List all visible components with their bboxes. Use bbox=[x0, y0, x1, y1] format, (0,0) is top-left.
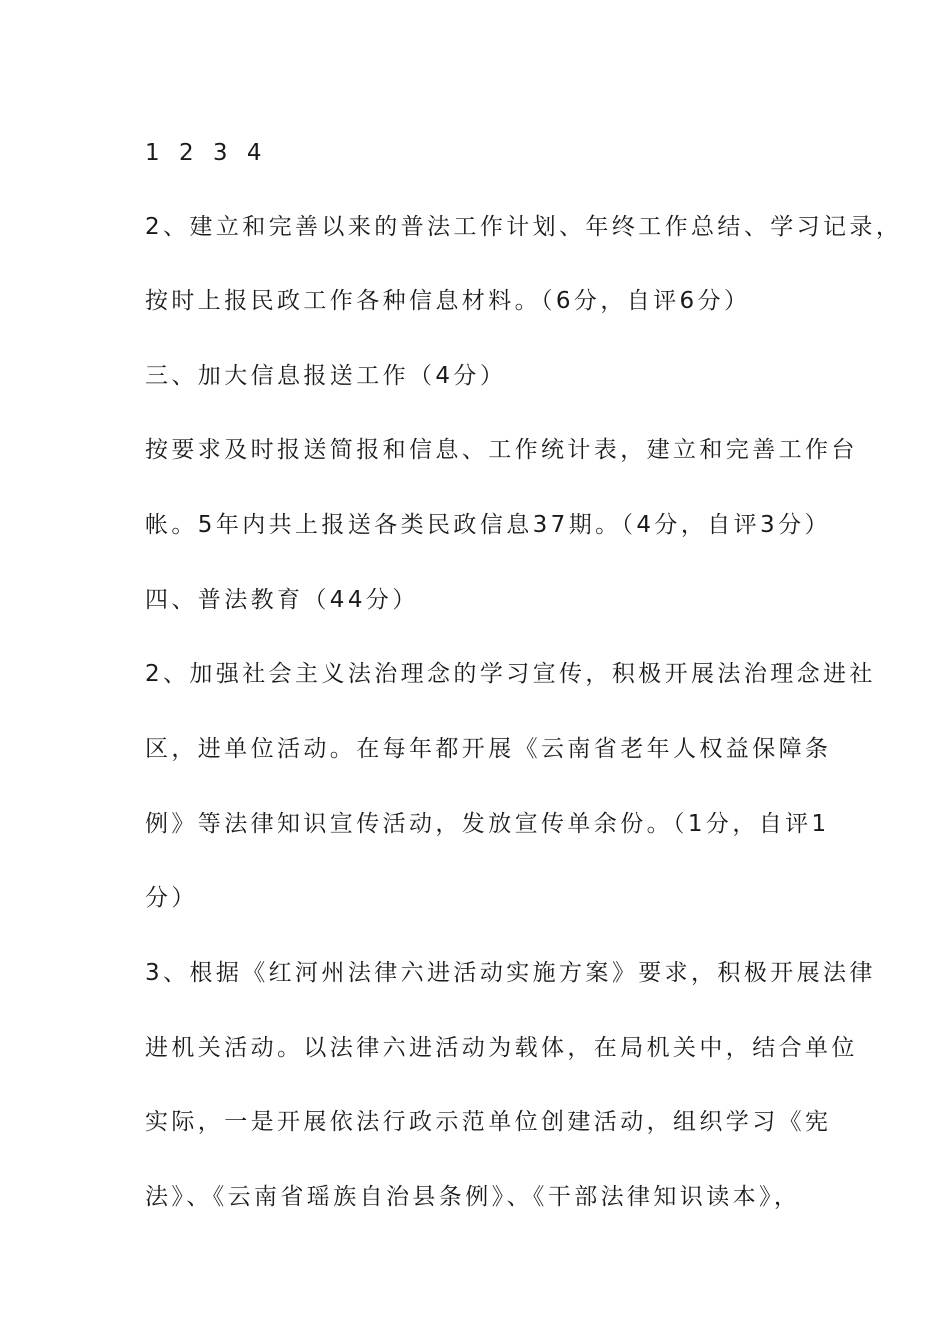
text-line-1: 1 2 3 4 bbox=[145, 140, 268, 166]
text-line-8: 2、加强社会主义法治理念的学习宣传，积极开展法治理念进社 bbox=[145, 661, 876, 687]
text-line-2: 2、建立和完善以来的普法工作计划、年终工作总结、学习记录， bbox=[145, 214, 903, 240]
text-line-6: 帐。5年内共上报送各类民政信息37期。（4分，自评3分） bbox=[145, 512, 831, 538]
text-line-10: 例》等法律知识宣传活动，发放宣传单余份。（1分，自评1 bbox=[145, 811, 830, 837]
section-heading-4: 四、普法教育（44分） bbox=[145, 587, 419, 613]
text-line-5: 按要求及时报送简报和信息、工作统计表，建立和完善工作台 bbox=[145, 437, 858, 463]
text-line-12: 3、根据《红河州法律六进活动实施方案》要求，积极开展法律 bbox=[145, 960, 876, 986]
text-line-11: 分） bbox=[145, 885, 198, 911]
text-line-15: 法》、《云南省瑶族自治县条例》、《干部法律知识读本》， bbox=[145, 1184, 801, 1210]
section-heading-3: 三、加大信息报送工作（4分） bbox=[145, 363, 507, 389]
text-line-13: 进机关活动。以法律六进活动为载体，在局机关中，结合单位 bbox=[145, 1035, 858, 1061]
text-line-14: 实际，一是开展依法行政示范单位创建活动，组织学习《宪 bbox=[145, 1109, 832, 1135]
text-line-9: 区，进单位活动。在每年都开展《云南省老年人权益保障条 bbox=[145, 736, 832, 762]
text-line-3: 按时上报民政工作各种信息材料。（6分，自评6分） bbox=[145, 288, 751, 314]
